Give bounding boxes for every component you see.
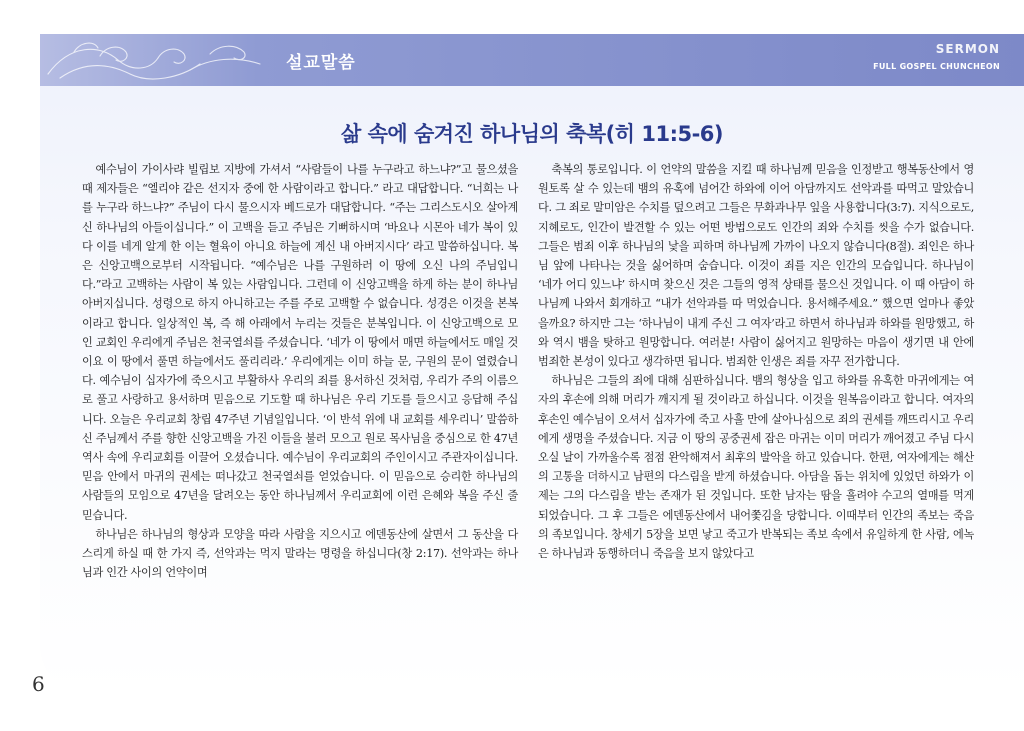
section-label: 설교말씀	[286, 53, 356, 73]
paragraph: 축복의 통로입니다. 이 언약의 말씀을 지킬 때 하나님께 믿음을 인정받고 행복동산에서 영원토록 살 수 있는데 뱀의 유혹에 넘어간 하와에 이어 아담까지도 선악과를 따먹고 말았습니다. 그 죄로 말미암은 수치를 덮으려고 그들은 무화과나무 잎을 사용합니다(3:7). 지식으로도, 지혜로도, 인간이 발견할 수 있는 어떤 방법으로도 인간의 죄와 수치를 씻을 수가 없습니다. 그들은 범죄 이후 하나님의 낯을 피하며 하나님께 가까이 나오지 않습니다(8절). 죄인은 하나님 앞에 나타나는 것을 싫어하며 숨습니다. 이것이 죄를 지은 인간의 모습입니다. 하나님이 ‘네가 어디 있느냐’ 하시며 찾으신 것은 그들의 영적 상태를 물으신 것입니다. 이 때 아담이 하나님께 나와서 회개하고 “내가 선악과를 따 먹었습니다. 용서해주세요.” 했으면 얼마나 좋았을까요? 하지만 그는 ‘하나님이 내게 주신 그 여자’라고 하면서 하나님과 하와를 원망했고, 하와 역시 뱀을 탓하고 원망합니다. 여러분! 사람이 싫어지고 원망하는 마음이 생기면 내 안에 범죄한 본성이 있다고 생각하면 됩니다. 범죄한 인생은 죄를 자꾸 전가합니다.	[538, 163, 974, 369]
left-column	[82, 160, 518, 582]
floral-swirl-ornament-icon	[40, 34, 280, 86]
right-column	[538, 160, 974, 563]
page-number: 6	[32, 672, 45, 696]
sermon-title: 삶 속에 숨겨진 하나님의 축복(히 11:5-6)	[340, 122, 724, 146]
paragraph: 하나님은 하나님의 형상과 모양을 따라 사람을 지으시고 에덴동산에 살면서 그 동산을 다스리게 하실 때 한 가지 즉, 선악과는 먹지 말라는 명령을 하십니다(창 2:17). 선악과는 하나님과 인간 사이의 언약이며	[82, 527, 518, 580]
sermon-label: SERMON	[935, 42, 1000, 56]
paragraph: 하나님은 그들의 죄에 대해 심판하십니다. 뱀의 형상을 입고 하와를 유혹한 마귀에게는 여자의 후손에 의해 머리가 깨지게 될 것이라고 하십니다. 이것을 원복음이라고 합니다. 여자의 후손인 예수님이 오셔서 십자가에 죽고 사흘 만에 살아나심으로 죄의 권세를 깨뜨리시고 우리에게 생명을 주셨습니다. 지금 이 땅의 공중권세 잡은 마귀는 이미 머리가 깨어졌고 주님 다시 오실 날이 가까울수록 점점 완악해져서 최후의 발악을 하고 있습니다. 한편, 여자에게는 해산의 고통을 더하시고 남편의 다스림을 받게 하셨습니다. 아담을 돕는 위치에 있었던 하와가 이제는 그의 다스림을 받는 존재가 된 것입니다. 또한 남자는 땀을 흘려야 수고의 열매를 먹게 되었습니다. 그 후 그들은 에덴동산에서 내어쫓김을 당합니다. 이때부터 인간의 족보는 죽음의 족보입니다. 창세기 5장을 보면 낳고 죽고가 반복되는 족보 속에서 유일하게 한 사람, 에녹은 하나님과 동행하더니 죽음을 보지 않았다고	[538, 374, 974, 561]
paragraph: 예수님이 가이사랴 빌립보 지방에 가셔서 “사람들이 나를 누구라고 하느냐?”고 물으셨을 때 제자들은 “엘리야 같은 선지자 중에 한 사람이라고 합니다.” 라고 대답합니다. “너희는 나를 누구라 하느냐?” 주님이 다시 물으시자 베드로가 대답합니다. “주는 그리스도시오 살아계신 하나님의 아들이십니다.” 이 고백을 듣고 주님은 기뻐하시며 ‘바요나 시몬아 네가 복이 있다 이를 네게 알게 한 이는 혈육이 아니요 하늘에 계신 내 아버지시다’ 라고 말씀하십니다. 복은 신앙고백으로부터 시작됩니다. “예수님은 나를 구원하러 이 땅에 오신 나의 주님입니다.”라고 고백하는 사람이 복 있는 사람입니다. 그런데 이 신앙고백을 하게 하는 분이 하나님 아버지십니다. 성령으로 하지 아니하고는 주를 주로 고백할 수 없습니다. 성경은 이것을 본복이라고 합니다. 일상적인 복, 즉 해 아래에서 누리는 것들은 분복입니다. 이 신앙고백으로 모인 교회인 우리에게 주님은 천국열쇠를 주셨습니다. ‘네가 이 땅에서 매면 하늘에서도 매일 것이요 이 땅에서 풀면 하늘에서도 풀리리라.’ 우리에게는 이미 하늘 문, 구원의 문이 열렸습니다. 예수님이 십자가에 죽으시고 부활하사 우리의 죄를 용서하신 것처럼, 우리가 주의 이름으로 풀고 사랑하고 용서하며 믿음으로 기도할 때 하나님은 우리 기도를 들으시고 응답해 주십니다. 오늘은 우리교회 창립 47주년 기념일입니다. ‘이 반석 위에 내 교회를 세우리니’ 말씀하신 주님께서 주를 향한 신앙고백을 가진 이들을 불러 모으고 원로 목사님을 중심으로 한 47년 역사 속에 우리교회를 이끌어 오셨습니다. 예수님이 우리교회의 주인이시고 주관자이십니다. 믿음 안에서 마귀의 권세는 떠나갔고 천국열쇠를 얻었습니다. 이 믿음으로 승리한 하나님의 사람들의 모임으로 47년을 달려오는 동안 하나님께서 우리교회에 이런 은혜와 복을 주신 줄 믿습니다.	[82, 163, 518, 522]
header-right	[873, 42, 1000, 71]
church-name: FULL GOSPEL CHUNCHEON	[873, 62, 1000, 71]
